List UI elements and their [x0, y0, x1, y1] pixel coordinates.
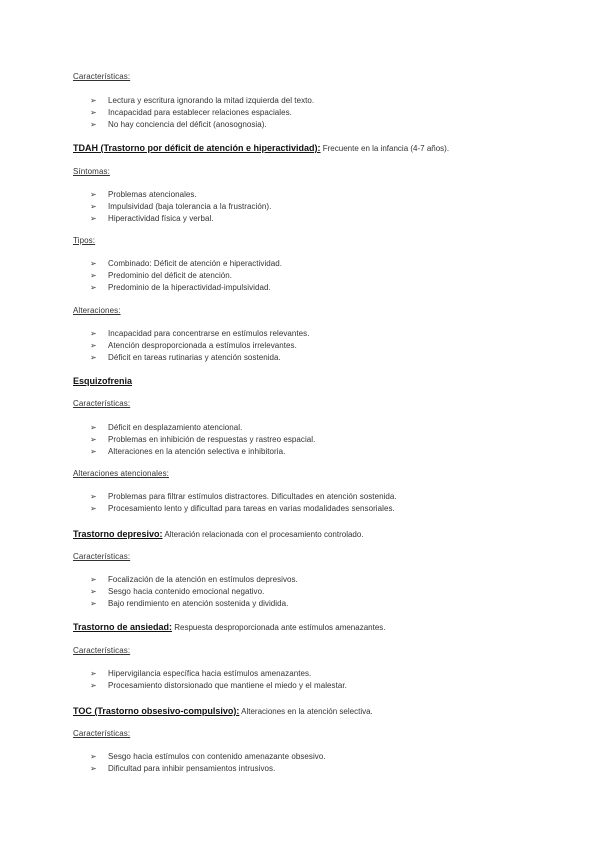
- bullet-text: Hiperactividad física y verbal.: [108, 214, 214, 223]
- arrow-bullet-icon: ➢: [90, 108, 97, 117]
- bullet-text: Problemas atencionales.: [108, 190, 197, 199]
- section-subtitle: Características:: [73, 399, 131, 408]
- section-subtitle: Síntomas:: [73, 167, 110, 176]
- bullet-text: Sesgo hacia estímulos con contenido amenazante obsesivo.: [108, 752, 326, 761]
- section-subtitle: Características:: [73, 729, 131, 738]
- bullet-item: [90, 752, 326, 761]
- bullet-item: [90, 575, 298, 584]
- arrow-bullet-icon: ➢: [90, 329, 97, 338]
- bullet-item: [90, 599, 288, 608]
- arrow-bullet-icon: ➢: [90, 259, 97, 268]
- arrow-bullet-icon: ➢: [90, 341, 97, 350]
- bullet-text: Incapacidad para establecer relaciones espaciales.: [108, 108, 292, 117]
- arrow-bullet-icon: ➢: [90, 96, 97, 105]
- bullet-text: Impulsividad (baja tolerancia a la frustración).: [108, 202, 272, 211]
- arrow-bullet-icon: ➢: [90, 752, 97, 761]
- heading-description: Alteraciones en la atención selectiva.: [239, 707, 373, 716]
- heading-description: Frecuente en la infancia (4-7 años).: [320, 144, 450, 153]
- section-subtitle: Alteraciones atencionales:: [73, 469, 169, 478]
- bullet-item: [90, 447, 285, 456]
- arrow-bullet-icon: ➢: [90, 120, 97, 129]
- bullet-item: [90, 214, 214, 223]
- bullet-item: [90, 423, 242, 432]
- bullet-item: [90, 202, 271, 211]
- bullet-item: [90, 669, 311, 678]
- heading-title: Esquizofrenia: [73, 376, 133, 386]
- heading-title: Trastorno de ansiedad:: [73, 622, 173, 632]
- bullet-item: [90, 587, 264, 596]
- arrow-bullet-icon: ➢: [90, 202, 97, 211]
- bullet-item: [90, 283, 271, 292]
- arrow-bullet-icon: ➢: [90, 504, 97, 513]
- bullet-text: Bajo rendimiento en atención sostenida y dividida.: [108, 599, 289, 608]
- bullet-item: [90, 764, 275, 773]
- heading-title: TDAH (Trastorno por déficit de atención e hiperactividad):: [73, 143, 321, 153]
- section-subtitle: Características:: [73, 552, 131, 561]
- arrow-bullet-icon: ➢: [90, 271, 97, 280]
- bullet-item: [90, 341, 297, 350]
- bullet-item: [90, 259, 282, 268]
- bullet-text: Déficit en tareas rutinarias y atención sostenida.: [108, 353, 281, 362]
- arrow-bullet-icon: ➢: [90, 353, 97, 362]
- bullet-item: [90, 190, 197, 199]
- bullet-text: Hipervigilancia específica hacia estímulos amenazantes.: [108, 669, 312, 678]
- bullet-item: [90, 492, 397, 501]
- arrow-bullet-icon: ➢: [90, 283, 97, 292]
- arrow-bullet-icon: ➢: [90, 669, 97, 678]
- bullet-item: [90, 96, 314, 105]
- section-heading: [73, 529, 364, 539]
- section-subtitle: Características:: [73, 646, 131, 655]
- arrow-bullet-icon: ➢: [90, 190, 97, 199]
- bullet-text: Predominio de la hiperactividad-impulsividad.: [108, 283, 271, 292]
- bullet-text: Focalización de la atención en estímulos depresivos.: [108, 575, 298, 584]
- bullet-text: Lectura y escritura ignorando la mitad izquierda del texto.: [108, 96, 315, 105]
- bullet-item: [90, 329, 309, 338]
- section-subtitle: Tipos:: [73, 236, 96, 245]
- bullet-item: [90, 353, 281, 362]
- arrow-bullet-icon: ➢: [90, 423, 97, 432]
- bullet-text: Atención desproporcionada a estímulos irrelevantes.: [108, 341, 297, 350]
- bullet-text: Incapacidad para concentrarse en estímulos relevantes.: [108, 329, 310, 338]
- section-heading: [73, 143, 449, 153]
- bullet-text: Problemas en inhibición de respuestas y rastreo espacial.: [108, 435, 316, 444]
- section-heading: [73, 622, 386, 632]
- arrow-bullet-icon: ➢: [90, 575, 97, 584]
- arrow-bullet-icon: ➢: [90, 435, 97, 444]
- arrow-bullet-icon: ➢: [90, 447, 97, 456]
- bullet-text: Déficit en desplazamiento atencional.: [108, 423, 243, 432]
- bullet-item: [90, 504, 395, 513]
- section-heading: [73, 376, 132, 386]
- bullet-text: Dificultad para inhibir pensamientos intrusivos.: [108, 764, 276, 773]
- heading-description: Alteración relacionada con el procesamiento controlado.: [162, 530, 364, 539]
- heading-description: Respuesta desproporcionada ante estímulos amenazantes.: [172, 623, 386, 632]
- heading-title: Trastorno depresivo:: [73, 529, 163, 539]
- bullet-text: No hay conciencia del déficit (anosognosia).: [108, 120, 267, 129]
- section-subtitle: Características:: [73, 72, 131, 81]
- section-heading: [73, 706, 373, 716]
- bullet-item: [90, 271, 232, 280]
- arrow-bullet-icon: ➢: [90, 764, 97, 773]
- section-subtitle: Alteraciones:: [73, 306, 121, 315]
- bullet-text: Combinado: Déficit de atención e hiperactividad.: [108, 259, 283, 268]
- arrow-bullet-icon: ➢: [90, 599, 97, 608]
- bullet-text: Procesamiento lento y dificultad para tareas en varias modalidades sensoriales.: [108, 504, 395, 513]
- bullet-text: Predominio del déficit de atención.: [108, 271, 233, 280]
- bullet-text: Procesamiento distorsionado que mantiene el miedo y el malestar.: [108, 681, 347, 690]
- bullet-text: Sesgo hacia contenido emocional negativo.: [108, 587, 265, 596]
- bullet-item: [90, 108, 292, 117]
- bullet-item: [90, 435, 315, 444]
- bullet-item: [90, 681, 347, 690]
- arrow-bullet-icon: ➢: [90, 214, 97, 223]
- bullet-text: Problemas para filtrar estímulos distractores. Dificultades en atención sostenida.: [108, 492, 397, 501]
- heading-title: TOC (Trastorno obsesivo-compulsivo):: [73, 706, 240, 716]
- bullet-text: Alteraciones en la atención selectiva e inhibitoria.: [108, 447, 286, 456]
- bullet-item: [90, 120, 267, 129]
- arrow-bullet-icon: ➢: [90, 587, 97, 596]
- arrow-bullet-icon: ➢: [90, 681, 97, 690]
- arrow-bullet-icon: ➢: [90, 492, 97, 501]
